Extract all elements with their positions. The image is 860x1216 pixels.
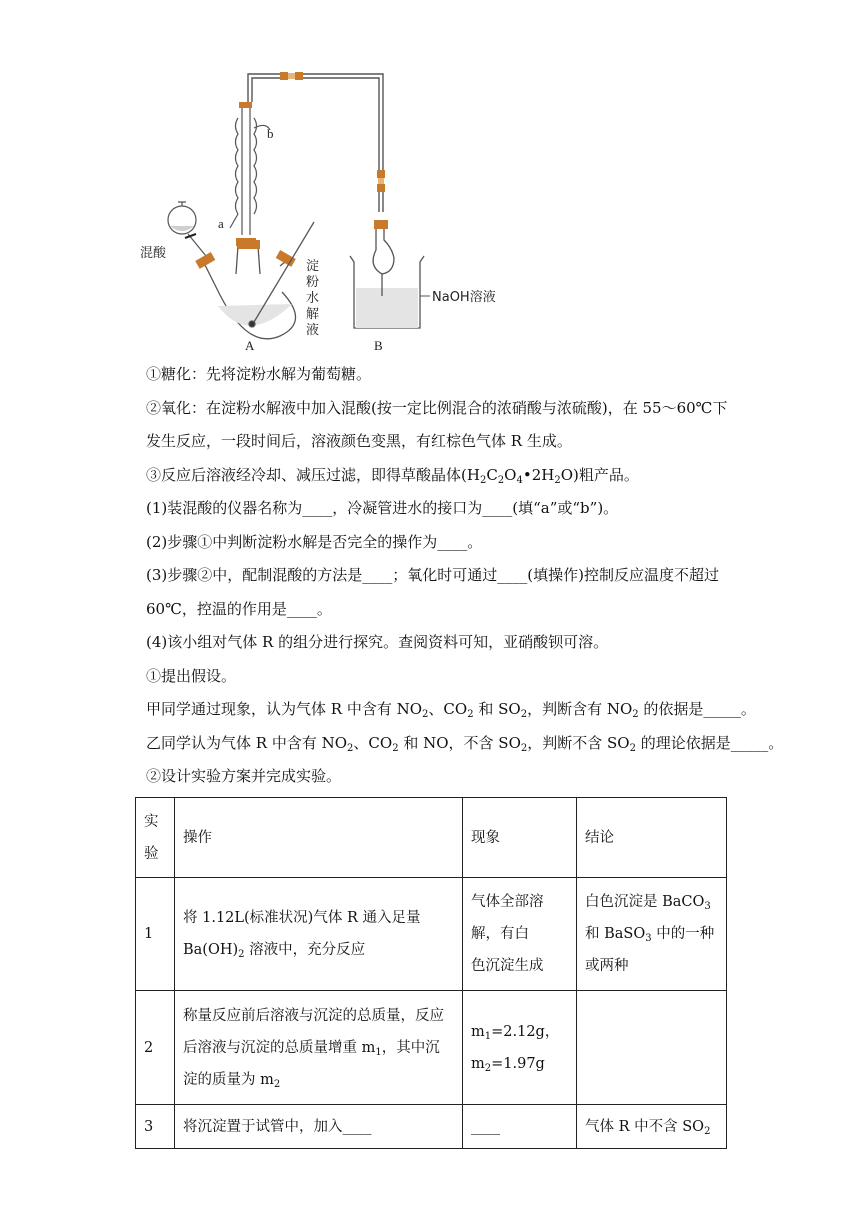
label-a: a [218, 216, 224, 231]
table-row [136, 991, 727, 1105]
step-oxidation-2: 发生反应，一段时间后，溶液颜色变黑，有红棕色气体 R 生成。 [146, 432, 572, 450]
student-yi: 乙同学认为气体 R 中含有 $NO_2$、$CO_2$ 和 NO，不含 $SO_2$，判断不含 $SO_2$ 的理论依据是_____。 [146, 733, 784, 754]
beaker [350, 220, 424, 328]
row-operation: 称量反应前后溶液与沉淀的总质量，反应 后溶液与沉淀的总质量增重 $m_1$，其中沉 淀的质量为 $m_2$ [175, 991, 463, 1105]
svg-text:解: 解 [306, 307, 320, 322]
connecting-tube [248, 74, 383, 212]
hypothesis-heading: ①提出假设。 [146, 666, 237, 685]
svg-text:液: 液 [306, 323, 320, 338]
step-saccharification: ①糖化：先将淀粉水解为葡萄糖。 [146, 365, 372, 383]
row-number: 3 [136, 1105, 175, 1149]
stoppers [195, 240, 296, 269]
header-experiment: 实 验 [136, 798, 175, 878]
question-2: (2)步骤①中判断淀粉水解是否完全的操作为____。 [146, 532, 483, 551]
condenser [230, 102, 270, 246]
row-number: 1 [136, 878, 175, 991]
header-phenomenon: 现象 [463, 798, 577, 878]
label-naoh: NaOH溶液 [432, 290, 496, 305]
step-oxidation-1: ②氧化：在淀粉水解液中加入混酸(按一定比例混合的浓硝酸与浓硫酸)，在 55～60℃下 [146, 398, 728, 417]
header-conclusion: 结论 [577, 798, 727, 878]
rubber-joint-top [280, 72, 385, 192]
row-phenomenon: 气体全部溶 解，有白 色沉淀生成 [463, 878, 577, 991]
row-number: 2 [136, 991, 175, 1105]
question-3-line1: (3)步骤②中，配制混酸的方法是____；氧化时可通过____(填操作)控制反应温度不超过 [146, 566, 719, 584]
label-B: B [374, 338, 383, 353]
header-operation: 操作 [175, 798, 463, 878]
row-operation: 将沉淀置于试管中，加入____ [175, 1105, 463, 1149]
table-row [136, 878, 727, 991]
label-starch-solution [306, 258, 319, 338]
table-row [136, 1105, 727, 1149]
separatory-funnel [168, 202, 206, 256]
experiment-table [135, 797, 727, 1149]
question-3-line2: 60℃，控温的作用是____。 [146, 599, 332, 618]
row-conclusion: 白色沉淀是 BaCO$_3$ 和 BaSO$_3$ 中的一种 或两种 [577, 878, 727, 991]
svg-text:水: 水 [306, 291, 320, 306]
student-jia: 甲同学通过现象，认为气体 R 中含有 $NO_2$、$CO_2$ 和 $SO_2$，判断含有 $NO_2$ 的依据是_____。 [146, 700, 756, 720]
svg-text:淀: 淀 [306, 259, 320, 274]
step-filtration: ③反应后溶液经冷却、减压过滤，即得草酸晶体$(H_2C_2O_4•2H_2O)$粗产品。 [146, 465, 639, 486]
table-header-row [136, 798, 727, 878]
label-A: A [245, 338, 255, 353]
question-1: (1)装混酸的仪器名称为____，冷凝管进水的接口为____(填“a”或“b”)。 [146, 499, 619, 517]
row-conclusion [577, 991, 727, 1105]
question-text [146, 358, 784, 794]
apparatus-diagram [130, 60, 550, 355]
label-mixed-acid: 混酸 [140, 246, 167, 261]
row-phenomenon: ____ [463, 1105, 577, 1149]
svg-text:粉: 粉 [306, 275, 320, 290]
question-4: (4)该小组对气体 R 的组分进行探究。查阅资料可知，亚硝酸钡可溶。 [146, 633, 609, 651]
row-operation: 将 1.12L(标准状况)气体 R 通入足量 $Ba(OH)_2$ 溶液中，充分反应 [175, 878, 463, 991]
label-b: b [267, 126, 274, 141]
row-phenomenon: $m_1=2.12g$， $m_2=1.97g$ [463, 991, 577, 1105]
design-heading: ②设计实验方案并完成实验。 [146, 767, 342, 785]
row-conclusion: 气体 R 中不含 $SO_2$ [577, 1105, 727, 1149]
